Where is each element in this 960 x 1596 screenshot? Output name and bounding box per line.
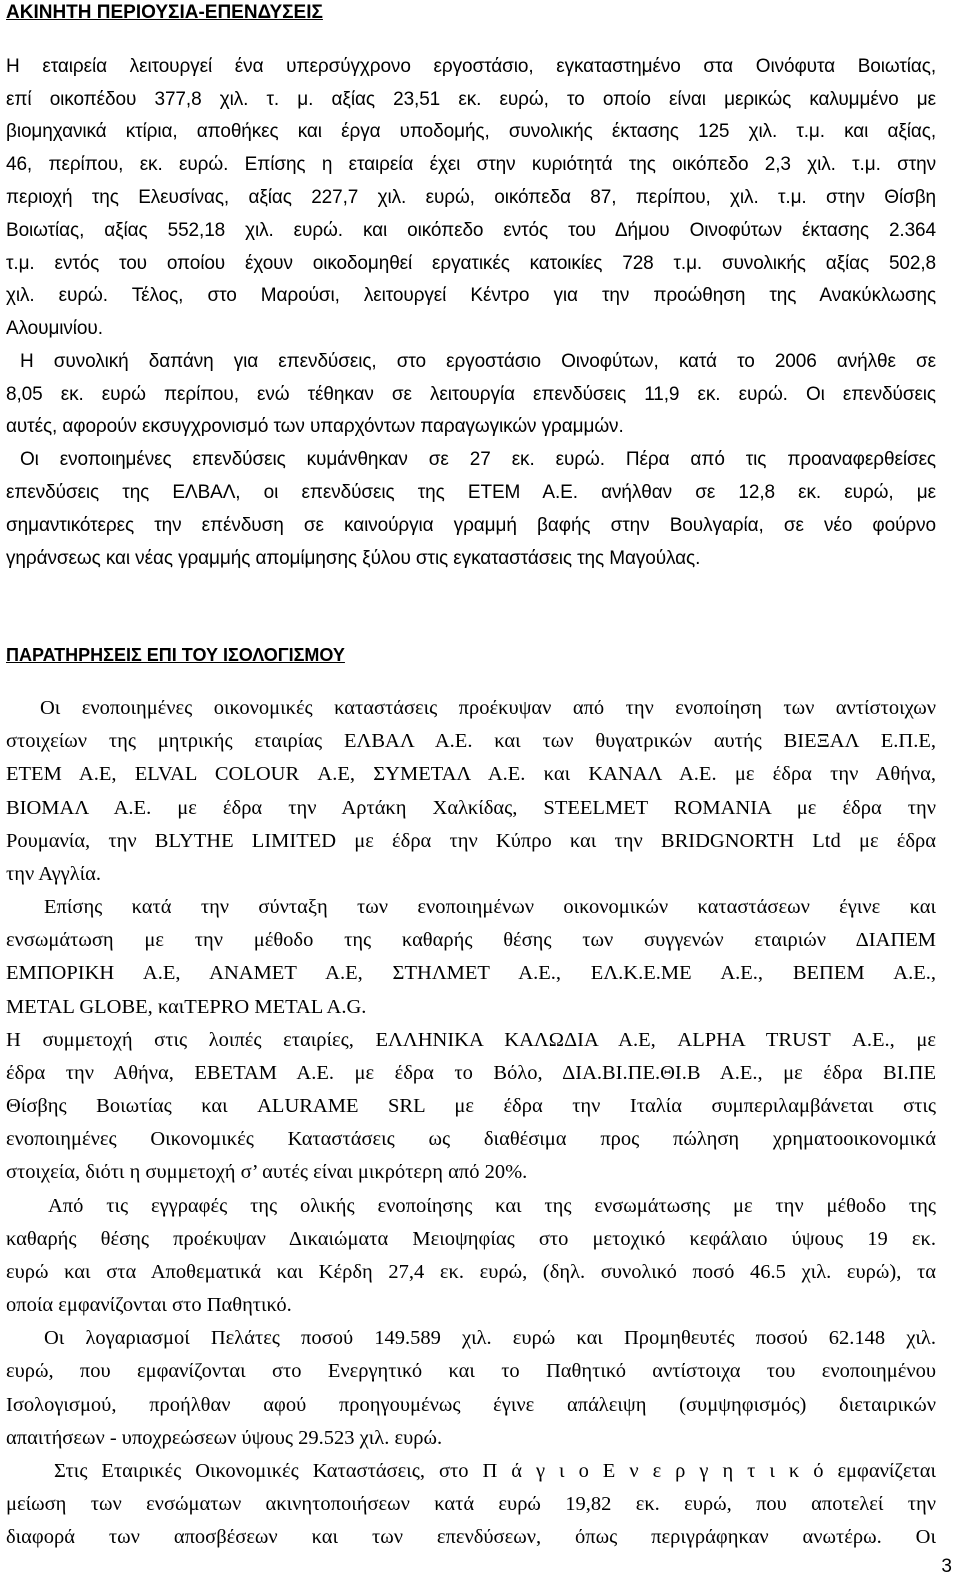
paragraph-line: επενδύσεις της ΕΛΒΑΛ, οι επενδύσεις της ΕΤΕΜ Α.Ε. ανήλθαν σε 12,8 εκ. ευρώ, με — [6, 482, 936, 503]
paragraph-line: Η συμμετοχή στις λοιπές εταιρίες, ΕΛΛΗΝΙΚΑ ΚΑΛΩΔΙΑ Α.Ε, ALPHA TRUST Α.Ε., με — [6, 1029, 936, 1051]
paragraph-line: περιοχή της Ελευσίνας, αξίας 227,7 χιλ. ευρώ, οικόπεδα 87, περίπου, χιλ. τ.μ. στην Θίσβη — [6, 187, 936, 208]
paragraph-line: αυτές, αφορούν εκσυγχρονισμό των υπαρχόντων παραγωγικών γραμμών. — [6, 416, 624, 437]
paragraph-line: Ισολογισμού, προήλθαν αφού προηγουμένως έγινε απάλειψη (συμψηφισμός) διεταιρικών — [6, 1394, 936, 1416]
section-heading-property: ΑΚΙΝΗΤΗ ΠΕΡΙΟΥΣΙΑ-ΕΠΕΝΔΥΣΕΙΣ — [6, 2, 323, 23]
paragraph-line: ενσωμάτωση με την μέθοδο της καθαρής θέσης των συγγενών εταιριών ΔΙΑΠΕΜ — [6, 929, 936, 951]
paragraph-line: απαιτήσεων - υποχρεώσεων ύψους 29.523 χιλ. ευρώ. — [6, 1427, 443, 1449]
paragraph-line: Οι λογαριασμοί Πελάτες ποσού 149.589 χιλ. ευρώ και Προμηθευτές ποσού 62.148 χιλ. — [44, 1327, 936, 1349]
paragraph-line: Θίσβης Βοιωτίας και ALURAME SRL με έδρα την Ιταλία συμπεριλαμβάνεται στις — [6, 1095, 936, 1117]
paragraph-line: Ρουμανία, την BLYTHE LIMITED με έδρα την Κύπρο και την BRIDGNORTH Ltd με έδρα — [6, 830, 936, 852]
paragraph-line: γηράνσεως και νέας γραμμής απομίμησης ξύλου στις εγκαταστάσεις της Μαγούλας. — [6, 548, 701, 569]
section-heading-balance-sheet: ΠΑΡΑΤΗΡΗΣΕΙΣ ΕΠΙ ΤΟΥ ΙΣΟΛΟΓΙΣΜΟΥ — [6, 645, 345, 665]
paragraph-line: ΕΤΕΜ Α.Ε, ELVAL COLOUR Α.Ε, ΣΥΜΕΤΑΛ Α.Ε. και ΚΑΝΑΛ Α.Ε. με έδρα την Αθήνα, — [6, 763, 936, 785]
paragraph-line: Αλουμινίου. — [6, 318, 103, 339]
paragraph-line: Οι ενοποιημένες επενδύσεις κυμάνθηκαν σε 27 εκ. ευρώ. Πέρα από τις προαναφερθείσες — [20, 449, 936, 470]
paragraph-line: βιομηχανικά κτίρια, αποθήκες και έργα υποδομής, συνολικής έκτασης 125 χιλ. τ.μ. και αξίας, — [6, 121, 936, 142]
paragraph-line: ευρώ και στα Αποθεματικά και Κέρδη 27,4 εκ. ευρώ, (δηλ. συνολικό ποσό 46.5 χιλ. ευρώ), τα — [6, 1261, 936, 1283]
paragraph-line: διαφορά των αποσβέσεων και των επενδύσεων, όπως περιγράφηκαν ανωτέρω. Οι — [6, 1526, 936, 1548]
paragraph-line: σημαντικότερες την επένδυση σε καινούργια γραμμή βαφής στην Βουλγαρία, σε νέο φούρνο — [6, 515, 936, 536]
page-number: 3 — [941, 1556, 952, 1577]
paragraph-line: Βοιωτίας, αξίας 552,18 χιλ. ευρώ. και οικόπεδο εντός του Δήμου Οινοφύτων έκτασης 2.364 — [6, 220, 936, 241]
paragraph-line: Οι ενοποιημένες οικονομικές καταστάσεις προέκυψαν από την ενοποίηση των αντίστοιχων — [40, 697, 936, 719]
paragraph-line: οποία εμφανίζονται στο Παθητικό. — [6, 1294, 292, 1316]
paragraph-line: METAL GLOBE, καιTEPRO METAL A.G. — [6, 996, 367, 1018]
paragraph-line: την Αγγλία. — [6, 863, 102, 885]
paragraph-line: ΒΙΟΜΑΛ Α.Ε. με έδρα την Αρτάκη Χαλκίδας, STEELMET ROMANIA με έδρα την — [6, 797, 936, 819]
paragraph-line: στοιχεία, διότι η συμμετοχή σ’ αυτές είναι μικρότερη από 20%. — [6, 1161, 528, 1183]
paragraph-line: Επίσης κατά την σύνταξη των ενοποιημένων οικονομικών καταστάσεων έγινε και — [44, 896, 936, 918]
paragraph-line: Από τις εγγραφές της ολικής ενοποίησης και της ενσωμάτωσης με την μέθοδο της — [48, 1195, 936, 1217]
paragraph-line: καθαρής θέσης προέκυψαν Δικαιώματα Μειοψηφίας στο μετοχικό κεφάλαιο ύψους 19 εκ. — [6, 1228, 936, 1250]
paragraph-line: μείωση των ενσώματων ακινητοποιήσεων κατά ευρώ 19,82 εκ. ευρώ, που αποτελεί την — [6, 1493, 936, 1515]
paragraph-line: στοιχείων της μητρικής εταιρίας ΕΛΒΑΛ Α.Ε. και των θυγατρικών αυτής ΒΙΕΞΑΛ Ε.Π.Ε, — [6, 730, 936, 752]
paragraph-line: ενοποιημένες Οικονομικές Καταστάσεις ως διαθέσιμα προς πώληση χρηματοοικονομικά — [6, 1128, 936, 1150]
paragraph-line: ΕΜΠΟΡΙΚΗ Α.Ε, ΑΝΑΜΕΤ Α.Ε, ΣΤΗΛΜΕΤ Α.Ε., ΕΛ.Κ.Ε.ΜΕ Α.Ε., ΒΕΠΕΜ Α.Ε., — [6, 962, 936, 984]
paragraph-line: τ.μ. εντός του οποίου έχουν οικοδομηθεί εργατικές κατοικίες 728 τ.μ. συνολικής αξίας 502,8 — [6, 253, 936, 274]
paragraph-line: ευρώ, που εμφανίζονται στο Ενεργητικό και το Παθητικό αντίστοιχα του ενοποιημένου — [6, 1360, 936, 1382]
paragraph-line: 8,05 εκ. ευρώ περίπου, ενώ τέθηκαν σε λειτουργία επενδύσεις 11,9 εκ. ευρώ. Οι επενδύσεις — [6, 384, 936, 405]
paragraph-line: Η εταιρεία λειτουργεί ένα υπερσύγχρονο εργοστάσιο, εγκαταστημένο στα Οινόφυτα Βοιωτίας, — [6, 56, 936, 77]
paragraph-line: Στις Εταιρικές Οικονομικές Καταστάσεις, στο Π ά γ ι ο Ε ν ε ρ γ η τ ι κ ό εμφανίζεται — [54, 1460, 936, 1482]
paragraph-line: Η συνολική δαπάνη για επενδύσεις, στο εργοστάσιο Οινοφύτων, κατά το 2006 ανήλθε σε — [20, 351, 936, 372]
paragraph-line: έδρα την Αθήνα, ΕΒΕΤΑΜ Α.Ε. με έδρα το Βόλο, ΔΙΑ.ΒΙ.ΠΕ.ΘΙ.Β Α.Ε., με έδρα ΒΙ.ΠΕ — [6, 1062, 936, 1084]
paragraph-line: χιλ. ευρώ. Τέλος, στο Μαρούσι, λειτουργεί Κέντρο για την προώθηση της Ανακύκλωσης — [6, 285, 936, 306]
paragraph-line: 46, περίπου, εκ. ευρώ. Επίσης η εταιρεία έχει στην κυριότητά της οικόπεδο 2,3 χιλ. τ.μ. στην — [6, 154, 936, 175]
paragraph-line: επί οικοπέδου 377,8 χιλ. τ. μ. αξίας 23,51 εκ. ευρώ, το οποίο είναι μερικώς καλυμμένο με — [6, 89, 936, 110]
